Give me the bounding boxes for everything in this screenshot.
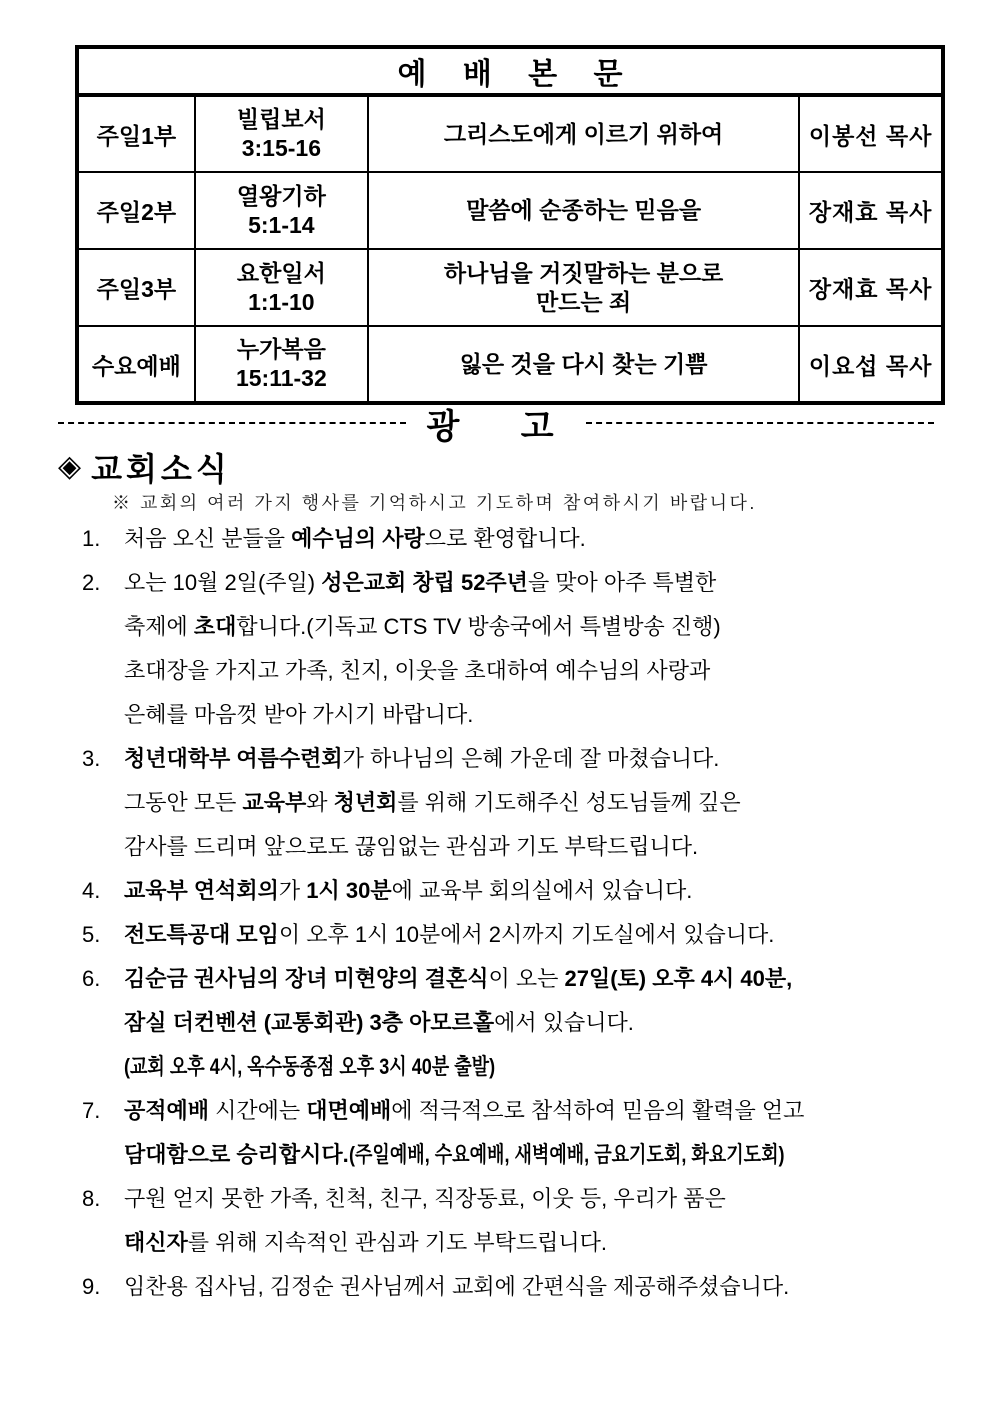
announcement-item bbox=[82, 1089, 972, 1177]
item-line bbox=[124, 737, 972, 781]
worship-scripture-table bbox=[75, 45, 945, 405]
item-text: 오는 10월 2일(주일) bbox=[124, 570, 322, 595]
service-cell: 주일1부 bbox=[77, 95, 195, 172]
sermon-cell: 잃은 것을 다시 찾는 기쁨 bbox=[368, 326, 799, 403]
item-text: 에서 있습니다. bbox=[494, 1010, 634, 1035]
item-text: 이 오후 1시 10분에서 2시까지 기도실에서 있습니다. bbox=[278, 922, 775, 947]
table-row bbox=[77, 326, 943, 403]
item-number: 6. bbox=[82, 966, 101, 991]
pastor-cell: 이요섭 목사 bbox=[799, 326, 943, 403]
item-text: 가 하나님의 은혜 가운데 잘 마쳤습니다. bbox=[342, 746, 720, 771]
pastor-cell: 이봉선 목사 bbox=[799, 95, 943, 172]
item-text-bold: 잠실 더컨벤션 (교통회관) 3층 아모르홀 bbox=[124, 1010, 495, 1035]
announcement-item bbox=[82, 737, 972, 869]
scripture-cell: 누가복음 15:11-32 bbox=[195, 326, 368, 403]
item-line bbox=[124, 1221, 972, 1265]
service-cell: 주일3부 bbox=[77, 249, 195, 326]
diamond-icon: ◈ bbox=[58, 450, 82, 483]
item-line bbox=[124, 1089, 972, 1133]
item-text: 이 오는 bbox=[488, 966, 565, 991]
item-text: 초대장을 가지고 가족, 친지, 이웃을 초대하여 예수님의 사랑과 bbox=[124, 658, 711, 683]
item-text: 으로 환영합니다. bbox=[424, 526, 586, 551]
scripture-cell: 빌립보서 3:15-16 bbox=[195, 95, 368, 172]
item-text-bold: 예수님의 사랑 bbox=[291, 526, 425, 551]
item-text: 처음 오신 분들을 bbox=[124, 526, 292, 551]
item-text-bold: 공적예배 bbox=[124, 1098, 210, 1123]
item-text-bold: 1시 30분 bbox=[306, 878, 392, 903]
item-text-bold: 초대 bbox=[193, 614, 237, 639]
announcement-item bbox=[82, 1177, 972, 1265]
worship-table-title-row bbox=[77, 47, 943, 95]
item-text: 을 맞아 아주 특별한 bbox=[527, 570, 717, 595]
table-row bbox=[77, 172, 943, 249]
item-number: 4. bbox=[82, 878, 101, 903]
item-text-bold: 청년회 bbox=[333, 790, 398, 815]
table-row bbox=[77, 95, 943, 172]
announcement-list bbox=[82, 517, 972, 1309]
announcement-item bbox=[82, 517, 972, 561]
announcement-item bbox=[82, 561, 972, 737]
item-line bbox=[124, 1133, 972, 1177]
item-line bbox=[124, 957, 972, 1001]
pastor-cell: 장재효 목사 bbox=[799, 249, 943, 326]
item-text: 그동안 모든 bbox=[124, 790, 243, 815]
church-news-title: 교회소식 bbox=[91, 451, 231, 487]
item-text-bold: 태신자 bbox=[124, 1230, 188, 1255]
announcement-item bbox=[82, 869, 972, 913]
item-line bbox=[124, 561, 972, 605]
item-text-bold: 전도특공대 모임 bbox=[124, 922, 279, 947]
announcement-item bbox=[82, 957, 972, 1089]
item-text: 를 위해 기도해주신 성도님들께 깊은 bbox=[397, 790, 741, 815]
item-text-bold: (주일예배, 수요예배, 새벽예배, 금요기도회, 화요기도회) bbox=[348, 1142, 785, 1167]
item-line bbox=[124, 649, 972, 693]
item-text: 임찬용 집사님, 김정순 권사님께서 교회에 간편식을 제공해주셨습니다. bbox=[124, 1274, 790, 1299]
divider-dash-left bbox=[58, 422, 406, 424]
announcement-item bbox=[82, 913, 972, 957]
item-text: 에 교육부 회의실에서 있습니다. bbox=[391, 878, 693, 903]
item-line bbox=[124, 693, 972, 737]
service-cell: 주일2부 bbox=[77, 172, 195, 249]
item-text-bold: 김순금 권사님의 장녀 미현양의 결혼식 bbox=[124, 966, 489, 991]
item-number: 1. bbox=[82, 526, 101, 551]
item-line bbox=[124, 1265, 972, 1309]
item-text: 가 bbox=[278, 878, 307, 903]
church-news-heading bbox=[58, 444, 231, 490]
scripture-cell: 열왕기하 5:1-14 bbox=[195, 172, 368, 249]
item-text: 구원 얻지 못한 가족, 친척, 친구, 직장동료, 이웃 등, 우리가 품은 bbox=[124, 1186, 726, 1211]
scripture-cell: 요한일서 1:1-10 bbox=[195, 249, 368, 326]
sermon-cell: 그리스도에게 이르기 위하여 bbox=[368, 95, 799, 172]
item-line bbox=[124, 913, 972, 957]
item-line bbox=[124, 1177, 972, 1221]
divider-dash-right bbox=[586, 422, 934, 424]
item-text-bold: 교육부 bbox=[242, 790, 307, 815]
item-number: 9. bbox=[82, 1274, 101, 1299]
item-text-bold: (교회 오후 4시, 옥수동종점 오후 3시 40분 출발) bbox=[124, 1054, 496, 1079]
item-text: 시간에는 bbox=[209, 1098, 307, 1123]
church-news-note: ※ 교회의 여러 가지 행사를 기억하시고 기도하며 참여하시기 바랍니다. bbox=[112, 493, 757, 513]
item-text: 축제에 bbox=[124, 614, 194, 639]
item-number: 5. bbox=[82, 922, 101, 947]
item-text-bold: 교육부 연석회의 bbox=[124, 878, 279, 903]
item-line bbox=[124, 517, 972, 561]
item-number: 3. bbox=[82, 746, 101, 771]
item-text-bold: 청년대학부 여름수련회 bbox=[124, 746, 343, 771]
item-text: 와 bbox=[306, 790, 334, 815]
item-line bbox=[124, 781, 972, 825]
item-text: 에 적극적으로 참석하여 믿음의 활력을 얻고 bbox=[391, 1098, 805, 1123]
worship-table-title: 예 배 본 문 bbox=[77, 47, 943, 95]
item-number: 8. bbox=[82, 1186, 101, 1211]
announcement-item bbox=[82, 1265, 972, 1309]
item-text-bold: 담대함으로 승리합시다. bbox=[124, 1142, 349, 1167]
item-text: 감사를 드리며 앞으로도 끊임없는 관심과 기도 부탁드립니다. bbox=[124, 834, 699, 859]
item-text: 를 위해 지속적인 관심과 기도 부탁드립니다. bbox=[187, 1230, 607, 1255]
item-line bbox=[124, 1001, 972, 1045]
announcements-divider bbox=[58, 398, 934, 448]
item-text-bold: 대면예배 bbox=[306, 1098, 392, 1123]
divider-label: 광 고 bbox=[426, 407, 580, 446]
item-text: 은혜를 마음껏 받아 가시기 바랍니다. bbox=[124, 702, 474, 727]
worship-table-body bbox=[77, 95, 943, 403]
item-text-bold: 27일(토) 오후 4시 40분, bbox=[564, 966, 793, 991]
pastor-cell: 장재효 목사 bbox=[799, 172, 943, 249]
item-number: 2. bbox=[82, 570, 101, 595]
item-line bbox=[124, 825, 972, 869]
item-text-bold: 성은교회 창립 52주년 bbox=[321, 570, 528, 595]
item-line bbox=[124, 605, 972, 649]
item-text: 합니다.(기독교 CTS TV 방송국에서 특별방송 진행) bbox=[236, 614, 721, 639]
item-line bbox=[124, 869, 972, 913]
item-line bbox=[124, 1045, 972, 1089]
sermon-cell: 말씀에 순종하는 믿음을 bbox=[368, 172, 799, 249]
service-cell: 수요예배 bbox=[77, 326, 195, 403]
table-row bbox=[77, 249, 943, 326]
item-number: 7. bbox=[82, 1098, 101, 1123]
sermon-cell: 하나님을 거짓말하는 분으로 만드는 죄 bbox=[368, 249, 799, 326]
